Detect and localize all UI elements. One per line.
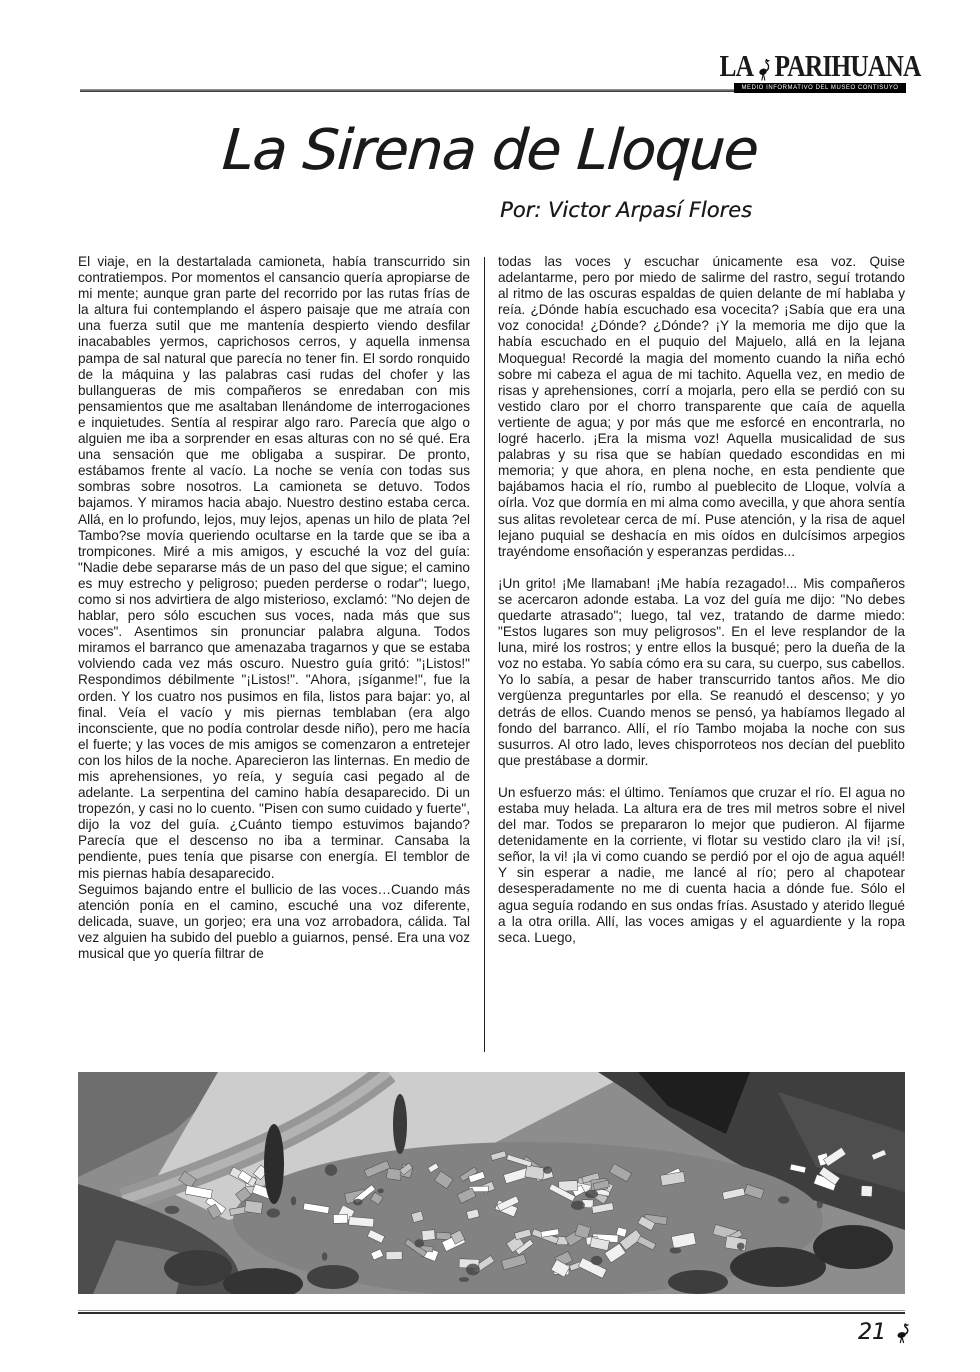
paragraph: Seguimos bajando entre el bullicio de las voces…Cuando más atención ponía en el camino, escuché una voz diferente, delicada, suave, un gorjeo; era una voz arrobadora, cálida. Tal vez alguien ha subido del pueblo a guiarnos, pensé. Era una voz musical que yo quería filtrar de — [78, 881, 470, 962]
paragraph: ¡Un grito! ¡Me llamaban! ¡Me había rezagado!... Mis compañeros se acercaron adonde estaba. La voz del guía me dijo: "No debes quedarte atrasado"; luego, tal vez, tratando de darme miedo: "Estos lugares son muy peligrosos". En el leve resplandor de la luna, miré los rostros; y entre ellos la busqué; pero la dueña de la voz no estaba. Yo sabía cómo era su cara, su cuerpo, sus cabellos. Yo lo sabía, a pesar de haber transcurrido tantos años. Me dio vergüenza preguntarles por ella. Se reanudó el descenso; y yo detrás de ellos. Cuando menos se pensó, ya habíamos llegado al fondo del barranco. Allí, el río Tambo mojaba la noche con sus susurros. Al otro lado, leves chisporroteos nos decían del pueblito que prestábase a dormir. — [498, 575, 905, 768]
article-title: La Sirena de Lloque — [220, 118, 760, 183]
masthead-tagline: MEDIO INFORMATIVO DEL MUSEO CONTISUYO — [734, 83, 906, 93]
masthead-title — [719, 48, 921, 83]
paragraph: Un esfuerzo más: el último. Teníamos que cruzar el río. El agua no estaba muy helada. La altura era de tres mil metros sobre el nivel del mar. Todos se prepararon lo mejor que pudieron. Al fijarme detenidamente en la corriente, vi flotar su vestido claro ¡la vi! ¡sí, señor, la vi! ¡la vi como cuando se perdió por el ojo de agua aquél! Y sin esperar a nadie, me lancé al río; pero al chapotear desesperadamente no me di cuenta hacia a dónde fue. Sólo el agua seguía rodando en sus ondas frías. Asustado y aterido llegué a la otra orilla. Allí, las voces amigas y el aguardiente y la ropa seca. Luego, — [498, 784, 905, 945]
masthead — [719, 48, 921, 93]
column-left — [78, 254, 470, 962]
column-divider — [484, 257, 485, 1052]
paragraph: todas las voces y escuchar únicamente esa voz. Quise adelantarme, pero por miedo de salirme del rastro, seguí trotando al ritmo de las oscuras espaldas de quien delante de mí hablaba y reía. ¿Dónde había escuchado esa vocecita? ¡Sabía que era una voz conocida! ¿Dónde? ¿Dónde? ¡Y la memoria me dijo que la había escuchado en el puquio del Majuelo, allá en la lejana Moquegua! Recordé la magia del momento cuando la niña echó sobre mi cabeza el agua de mi tachito. Aquella vez, en medio de risas y aprehensiones, corrí a mojarla, pero ella se perdió con su vestido claro por el chorro transparente que caía de aquella vertiente de agua; y por más que me esforcé en encontrarla, no logré hacerlo. ¡Era la misma voz! Aquella musicalidad de sus palabras y su risa que se habían quedado escondidas en mi memoria; y que ahora, en plena noche, en esta pendiente que bajábamos hacia el río, rumbo al pueblecito de Lloque, volvía a oírla. Voz que dormía en mi alma como avecilla, y que ahora sentía sus alitas revoletear cerca de mí. Puse atención, y la risa de aquel lejano puquial se deshacía en mis oídos en dulcísimos arpegios trayéndome ensoñación y esperanzas perdidas... — [498, 254, 905, 559]
column-right — [498, 254, 905, 946]
flamingo-icon — [755, 56, 773, 82]
page-number: 21 — [858, 1320, 886, 1345]
page-footer — [858, 1320, 912, 1345]
village-photo-art — [78, 1072, 905, 1294]
article-columns — [78, 254, 905, 1054]
paragraph: El viaje, en la destartalada camioneta, había transcurrido sin contratiempos. Por momentos el cansancio quería apropiarse de mi mente; aunque gran parte del recorrido por las rutas frías de la altura fui contemplando el áspero paisaje que me atraía con una fuerza sutil que me mantenía despierto viendo desfilar inacabables yermos, caprichosos cerros, y aquella inmensa pampa de sal natural que parecía no tener fin. El sordo ronquido de la máquina y las palabras casi rudas del chofer y las bullangueras de mis compañeros se enredaban con mis pensamientos que me asaltaban llenándome de interrogaciones e inquietudes. Sentía al respirar algo raro. Parecía que algo o alguien me iba a sorprender en esas alturas con no sé qué. Era una sensación que me obligaba a suspirar. De pronto, estábamos frente al vacío. La noche se venía con todas sus sombras sobre nosotros. La camioneta se detuvo. Todos bajamos. Y miramos hacia abajo. Nuestro destino estaba cerca. Allá, en lo profundo, lejos, muy lejos, apenas un hilo de plata ?el Tambo?se movía queriendo ocultarse en la tarde que se iba a trompicones. Miré a mis amigos, y escuché la voz del guía: "Nadie debe separarse más de un paso del que sigue; el camino es muy estrecho y peligroso; pueden perderse o rodar"; luego, como si nos advirtiera de algo misterioso, exclamó: "No dejen de hablar, pero sólo escuchen sus voces, nada más que sus voces". Asentimos sin pronunciar palabra alguna. Todos miramos el barranco que amenazaba tragarnos y que se estaba volviendo cada vez más oscuro. Nuestro guía gritó: "¡Listos!" Respondimos débilmente "¡Listos!". "Ahora, ¡síganme!", fue la orden. Y los cuatro nos pusimos en fila, listos para bajar: yo, al final. Veía el vacío y mis piernas temblaban (era algo inconsciente, que no podía controlar desde niño), pero me hacía el fuerte; y las voces de mis amigos se comenzaron a entretejer con los hilos de la noche. Aparecieron las linternas. En medio de mis aprehensiones, yo reía, y seguía casi pegado al de adelante. La serpentina del camino había desaparecido. Di un tropezón, y casi no lo cuento. "Pisen con sumo cuidado y fuerte", dijo la voz del guía. ¿Cuánto tiempo estuvimos bajando? Parecía que el descenso no iba a terminar. Cansaba la pendiente, pues tenía que pisarse con energía. El temblor de mis piernas había desaparecido. — [78, 254, 470, 881]
footer-rule-dark — [78, 1312, 905, 1314]
masthead-suffix: PARIHUANA — [774, 48, 921, 83]
footer-rule-light — [78, 1310, 905, 1311]
village-photo — [78, 1072, 905, 1294]
article-byline: Por: Victor Arpasí Flores — [500, 198, 752, 222]
masthead-prefix: LA — [719, 48, 754, 83]
flamingo-icon — [892, 1321, 912, 1344]
